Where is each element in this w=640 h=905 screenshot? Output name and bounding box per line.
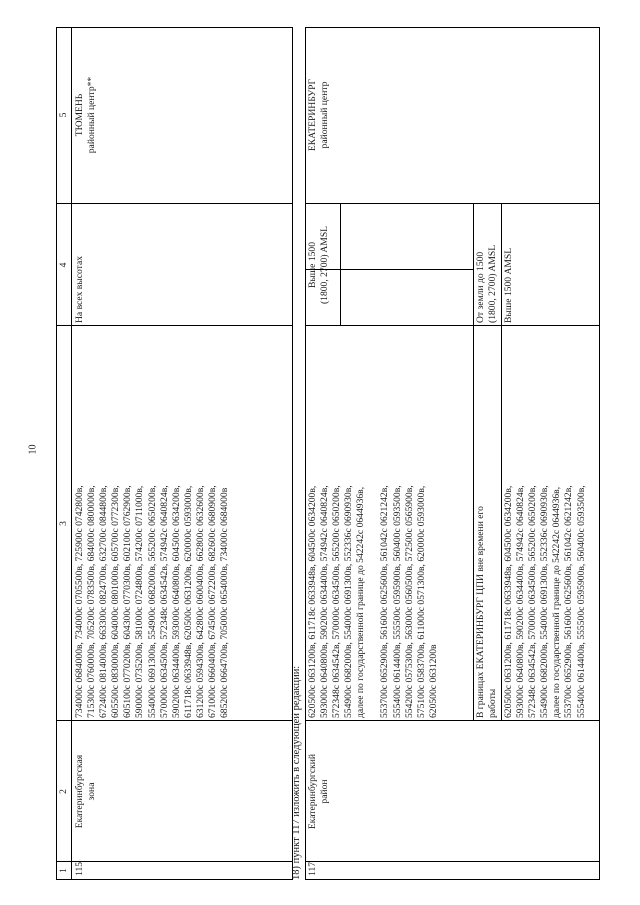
- rotated-page: [48, 10, 608, 880]
- responsible-center: ТЮМЕНЬ районный центр**: [74, 76, 98, 154]
- coordinates-list: 734000с 0684000в, 734000с 0705500в, 725900с 0742800в, 715300с 0760000в, 705200с 0783500в, 684000с 0800000в, 672400с 0814000в, 663300с 0824700в, 632700с 0844800в, 605500с 0830000в, 604000с 0801000в, 605700с 0772300в, 605100с 0770200в, 604300с 0770300в, 602100с 0762900в, 590000с 0735200в, 581000с 0724800в, 574200с 0711000в, 554000с 0691300в, 554900с 0682000в, 565200с 0650200в, 570000с 0634500в, 572348с 0634542в, 574942с 0640824в, 590200с 0634400в, 593000с 0640800в, 604500с 0634200в, 611718с 0633948в, 620500с 0631200в, 620000с 0593000в, 631200с 0594300в, 642800с 0600400в, 662800с 0632600в, 671000с 0660400в, 674500с 0672200в, 682600с 0680900в, 685200с 0664700в, 705000с 0654000в, 734000с 0684000в: [74, 485, 231, 718]
- page-number: 10: [27, 444, 39, 455]
- table-1: [56, 27, 293, 880]
- height-upper-block-3: Выше 1500 AMSL: [503, 247, 514, 323]
- col-header-1: 1: [58, 868, 69, 873]
- col-header-3: 3: [58, 521, 69, 526]
- amendment-note: 18) пункт 117 изложить в следующей редакции:: [291, 665, 302, 880]
- table-2: [305, 27, 600, 880]
- height-ground: От земли до 1500 (1800, 2700) AMSL: [475, 244, 499, 323]
- height-upper: Выше 1500 (1800, 2700) AMSL: [307, 225, 331, 305]
- col-header-2: 2: [58, 789, 69, 794]
- col-header-4: 4: [58, 262, 69, 268]
- col-header-5: 5: [58, 112, 69, 118]
- row-number: 117: [307, 861, 318, 876]
- zone-name: Екатеринбургская зона: [74, 754, 98, 829]
- coordinates-block-1: 620500с 0631200в, 611718с 0633948в, 604500с 0634200в, 593000с 0640800в, 590200с 0634400в, 574942с 0640824в, 572348с 0634542в, 570000с 0634500в, 565200с 0650200в, 554900с 0682000в, 554000с 0691300в, 552336с 0690930в, далее по государственной границе до 542242с 0644936в, 553700с 0652900в, 561600с 0625600в, 561042с 0621242в, 555400с 0614400в, 555500с 0595900в, 560400с 0593500в, 554200с 0575300в, 563000с 0560500в, 572500с 0565900в, 575100с 0583700в, 611000с 0571300в, 620000с 0593000в, 620500с 0631200в: [307, 485, 439, 718]
- row-number: 115: [74, 861, 85, 876]
- responsible-center: ЕКАТЕРИНБУРГ районный центр: [307, 78, 331, 152]
- district-name: Екатеринбургский район: [307, 753, 331, 830]
- height-range: На всех высотах: [74, 255, 85, 323]
- coordinates-block-3: 620500с 0631200в, 611718с 0633948в, 604500с 0634200в, 593000с 0640800в, 590200с 0634400в, 574942с 0640824в, 572348с 0634542в, 570000с 0634500в, 565200с 0650200в, 554900с 0682000в, 554000с 0691300в, 552336с 0690930в, далее по государственной границе до 542242с 0644936в, 553700с 0652900в, 561600с 0625600в, 561042с 0621242в, 555400с 0614400в, 555500с 0595900в, 560400с 0593500в,: [503, 485, 587, 718]
- ctr-zone-text: В границах ЕКАТЕРИНБУРГ ЦПИ вне времени его работы: [475, 506, 499, 718]
